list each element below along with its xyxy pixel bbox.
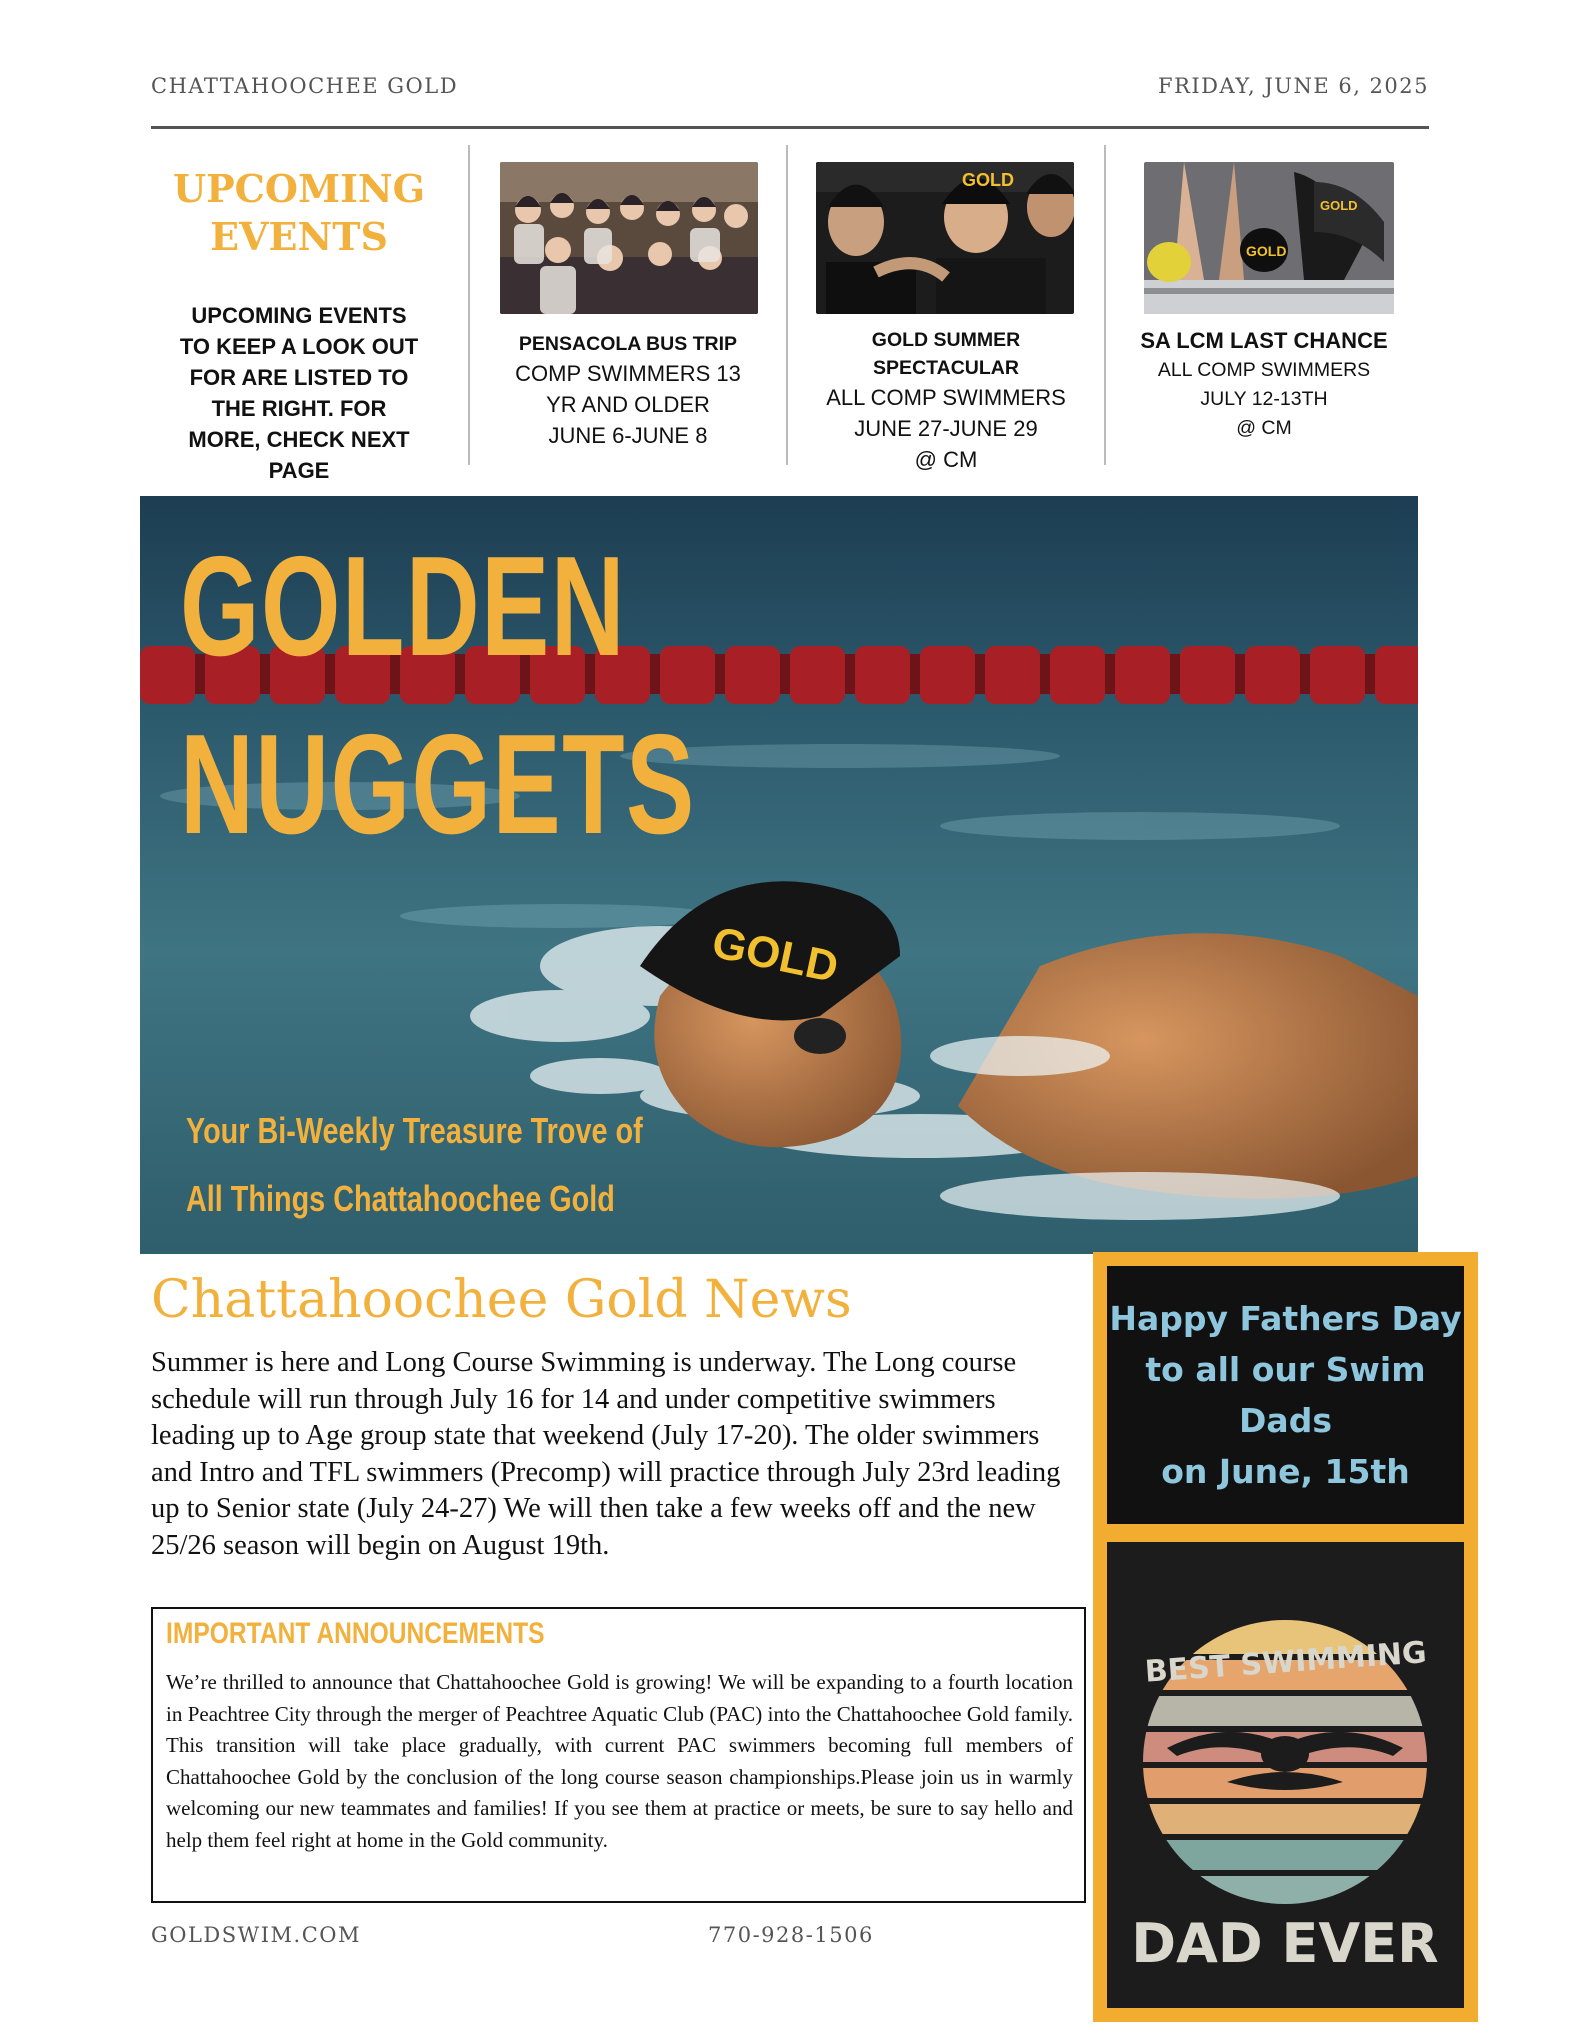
pensacola-trip-photo — [500, 162, 758, 314]
event-detail: JULY 12-13TH — [1200, 388, 1328, 410]
event-name: SA LCM LAST CHANCE — [1140, 328, 1388, 353]
svg-text:GOLD: GOLD — [962, 170, 1014, 190]
gold-spectacular-photo — [816, 162, 1074, 314]
cap-logo: GOLD — [707, 917, 843, 993]
footer-website[interactable]: GOLDSWIM.COM — [151, 1923, 362, 1947]
event-detail: COMP SWIMMERS 13 — [515, 361, 741, 386]
fathers-day-message — [1107, 1266, 1464, 1524]
event-detail: ALL COMP SWIMMERS — [1157, 359, 1371, 381]
upcoming-events-title: UPCOMING EVENTS — [172, 166, 426, 259]
footer-phone: 770-928-1506 — [708, 1923, 874, 1947]
sa-lcm-photo — [1144, 162, 1394, 314]
announcements-box — [151, 1607, 1086, 1903]
event-detail: JUNE 6-JUNE 8 — [548, 423, 708, 448]
event-gold-summer-spectacular — [788, 326, 1104, 475]
event-name: SPECTACULAR — [873, 357, 1019, 379]
hero-title-line1: GOLDEN — [180, 527, 627, 686]
event-detail: JUNE 27-JUNE 29 — [854, 416, 1038, 441]
fathers-day-line: Happy Fathers Day — [1109, 1299, 1462, 1338]
header-divider — [151, 126, 1429, 129]
fathers-day-line: on June, 15th — [1161, 1452, 1410, 1491]
best-swimming-dad-graphic — [1107, 1542, 1464, 2008]
hero-swimmer-image — [140, 496, 1418, 1254]
svg-text:GOLD: GOLD — [1246, 243, 1287, 259]
event-detail: YR AND OLDER — [546, 392, 710, 417]
news-body: Summer is here and Long Course Swimming is underway. The Long course schedule will run through July 16 for 14 and under competitive swimmers leading up to Age group state that weekend (July 17-20). The older swimmers and Intro and TFL swimmers (Precomp) will practice through July 23rd leading up to Senior state (July 24-27) We will then take a few weeks off and the new 25/26 season will begin on August 19th. — [151, 1347, 1061, 1561]
fathers-day-panel — [1093, 1252, 1478, 2022]
graphic-bottom-text: DAD EVER — [1131, 1912, 1439, 1975]
event-name: PENSACOLA BUS TRIP — [518, 333, 738, 355]
announcements-title: IMPORTANT ANNOUNCEMENTS — [166, 1617, 545, 1650]
graphic-top-text: BEST SWIMMING — [1143, 1635, 1428, 1690]
upcoming-events-intro: UPCOMING EVENTS TO KEEP A LOOK OUT FOR ARE LISTED TO THE RIGHT. FOR MORE, CHECK NEXT PAGE — [179, 303, 419, 483]
event-detail: @ CM — [914, 447, 978, 472]
event-sa-lcm-last-chance — [1106, 326, 1422, 443]
hero-tagline-line2: All Things Chattahoochee Gold — [186, 1178, 615, 1219]
hero-title-line2: NUGGETS — [180, 705, 696, 864]
announcements-body: We’re thrilled to announce that Chattahoochee Gold is growing! We will be expanding to a fourth location in Peachtree City through the merger of Peachtree Aquatic Club (PAC) into the Chattahoochee Gold family. This transition will take place gradually, with current PAC swimmers becoming full members of Chattahoochee Gold by the conclusion of the long course season championships.Please join us in warmly welcoming our new teammates and families! If you see them at practice or meets, be sure to say hello and help them feel right at home in the Gold community. — [166, 1670, 1073, 1852]
svg-text:GOLD: GOLD — [1320, 198, 1358, 213]
event-detail: ALL COMP SWIMMERS — [826, 385, 1066, 410]
fathers-day-line: to all our Swim Dads — [1145, 1350, 1426, 1440]
hero-tagline-line1: Your Bi-Weekly Treasure Trove of — [186, 1110, 643, 1151]
masthead-name: CHATTAHOOCHEE GOLD — [151, 74, 459, 98]
event-pensacola — [470, 330, 786, 451]
issue-date: FRIDAY, JUNE 6, 2025 — [1158, 74, 1429, 98]
news-title: Chattahoochee Gold News — [151, 1270, 852, 1330]
event-detail: @ CM — [1236, 417, 1292, 439]
event-name: GOLD SUMMER — [871, 329, 1021, 351]
